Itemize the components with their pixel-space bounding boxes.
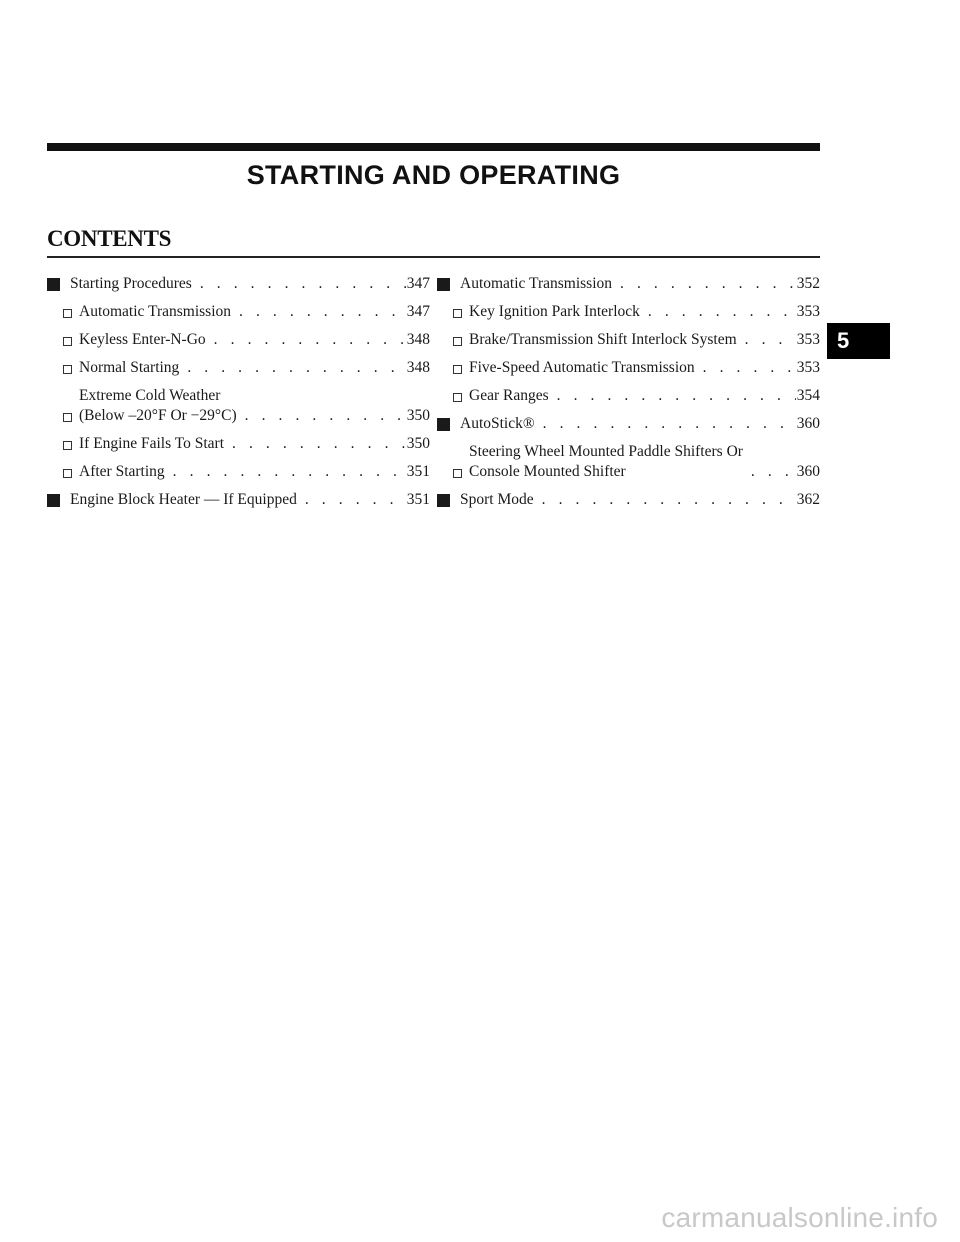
toc-page-number: 362: [796, 491, 820, 508]
toc-entry-label-line: Console Mounted Shifter: [469, 463, 626, 480]
hollow-square-icon: [61, 434, 74, 454]
toc-entry[interactable]: [437, 358, 820, 378]
toc-entry-label: [469, 302, 640, 322]
dot-leader: [297, 490, 406, 510]
toc-entry-label: [70, 274, 192, 294]
toc-entry[interactable]: [437, 330, 820, 350]
toc-entry-label-line: Normal Starting: [79, 359, 180, 376]
toc-entry-label-line: Starting Procedures: [70, 275, 192, 292]
toc-entry-label-line: Gear Ranges: [469, 387, 549, 404]
toc-entry[interactable]: [47, 274, 430, 294]
dot-leader: [737, 330, 796, 350]
hollow-square-icon: [61, 302, 74, 322]
toc-entry-label: [79, 434, 224, 454]
hollow-square-icon: [451, 358, 464, 378]
dot-leader: [231, 302, 406, 322]
toc-entry-label-line: Automatic Transmission: [460, 275, 613, 292]
toc-entry-label-line: Brake/Transmission Shift Interlock System: [469, 331, 737, 348]
toc-entry-label-line: Sport Mode: [460, 491, 534, 508]
toc-entry[interactable]: [437, 274, 820, 294]
dot-leader: [612, 274, 796, 294]
toc-page-number: 353: [796, 331, 820, 348]
toc-page-number: 353: [796, 303, 820, 320]
toc-entry-label: [79, 462, 165, 482]
toc-entry-label: [469, 386, 549, 406]
toc-entry-label-line: (Below –20°F Or −29°C): [79, 407, 237, 424]
dot-leader: [206, 330, 406, 350]
toc-entry-label-line: After Starting: [79, 463, 165, 480]
dot-leader: [192, 274, 406, 294]
toc-entry[interactable]: [47, 330, 430, 350]
watermark: carmanualsonline.info: [661, 1202, 938, 1233]
toc-page-number: 360: [796, 415, 820, 432]
toc-entry-label: [460, 490, 534, 510]
hollow-square-icon: [61, 462, 74, 482]
hollow-square-icon: [61, 330, 74, 350]
toc-entry[interactable]: [47, 386, 430, 426]
toc-entry[interactable]: [437, 442, 820, 482]
contents-heading: CONTENTS: [47, 226, 172, 251]
toc-entry-label: [79, 302, 231, 322]
hollow-square-icon: [61, 358, 74, 378]
toc-page-number: 348: [406, 359, 430, 376]
dot-leader: [224, 434, 406, 454]
toc-entry[interactable]: [47, 302, 430, 322]
hollow-square-icon: [451, 330, 464, 350]
dot-leader: [743, 462, 796, 482]
dot-leader: [165, 462, 406, 482]
toc-entry-label: [469, 442, 743, 482]
toc-page-number: 353: [796, 359, 820, 376]
dot-leader: [695, 358, 796, 378]
toc-entry-label: [79, 358, 179, 378]
toc-page-number: 352: [796, 275, 820, 292]
dot-leader: [640, 302, 796, 322]
toc-entry-label: [469, 330, 737, 350]
chapter-title: STARTING AND OPERATING: [246, 160, 621, 190]
dot-leader: [549, 386, 796, 406]
filled-square-icon: [437, 490, 451, 510]
toc-entry-label: [469, 358, 695, 378]
toc-entry-label: [79, 386, 237, 426]
toc-entry-label-line: Keyless Enter-N-Go: [79, 331, 206, 348]
toc-left-column: [47, 274, 430, 510]
toc-entry[interactable]: [47, 490, 430, 510]
toc-right-column: [437, 274, 820, 510]
toc-entry-label: [460, 274, 612, 294]
toc-entry-label-line: Engine Block Heater — If Equipped: [70, 491, 297, 508]
toc-page-number: 347: [406, 275, 430, 292]
filled-square-icon: [47, 274, 61, 294]
hollow-square-icon: [451, 302, 464, 322]
toc-page-number: 351: [406, 463, 430, 480]
toc-entry[interactable]: [47, 462, 430, 482]
toc-entry[interactable]: [437, 386, 820, 406]
toc-page-number: 354: [796, 387, 820, 404]
hollow-square-icon: [451, 386, 464, 406]
toc-entry-label: [460, 414, 535, 434]
filled-square-icon: [47, 490, 61, 510]
toc-entry-label-line: If Engine Fails To Start: [79, 435, 225, 452]
toc-entry-label-line: Five-Speed Automatic Transmission: [469, 359, 695, 376]
toc-page-number: 351: [406, 491, 430, 508]
toc-entry-label-line: AutoStick®: [460, 415, 535, 432]
toc-entry-label-line: Automatic Transmission: [79, 303, 232, 320]
dot-leader: [535, 414, 796, 434]
toc-entry[interactable]: [437, 302, 820, 322]
filled-square-icon: [437, 414, 451, 434]
toc-entry-label: [70, 490, 297, 510]
toc-entry-label-line: Steering Wheel Mounted Paddle Shifters Or: [469, 443, 743, 460]
dot-leader: [534, 490, 796, 510]
toc-entry[interactable]: [437, 490, 820, 510]
toc-entry-label: [79, 330, 206, 350]
dot-leader: [237, 406, 406, 426]
toc-entry-label-line: Key Ignition Park Interlock: [469, 303, 640, 320]
toc-entry[interactable]: [47, 434, 430, 454]
filled-square-icon: [437, 274, 451, 294]
hollow-square-icon: [61, 406, 74, 426]
contents-rule: [47, 256, 820, 258]
toc-entry[interactable]: [47, 358, 430, 378]
toc-page-number: 350: [406, 407, 430, 424]
chapter-tab[interactable]: 5: [827, 323, 890, 359]
toc-entry[interactable]: [437, 414, 820, 434]
toc-page-number: 347: [406, 303, 430, 320]
hollow-square-icon: [451, 462, 464, 482]
toc-page-number: 348: [406, 331, 430, 348]
top-rule: [47, 143, 820, 151]
toc-page-number: 360: [796, 463, 820, 480]
toc-entry-label-line: Extreme Cold Weather: [79, 387, 221, 404]
dot-leader: [179, 358, 406, 378]
toc-page-number: 350: [406, 435, 430, 452]
